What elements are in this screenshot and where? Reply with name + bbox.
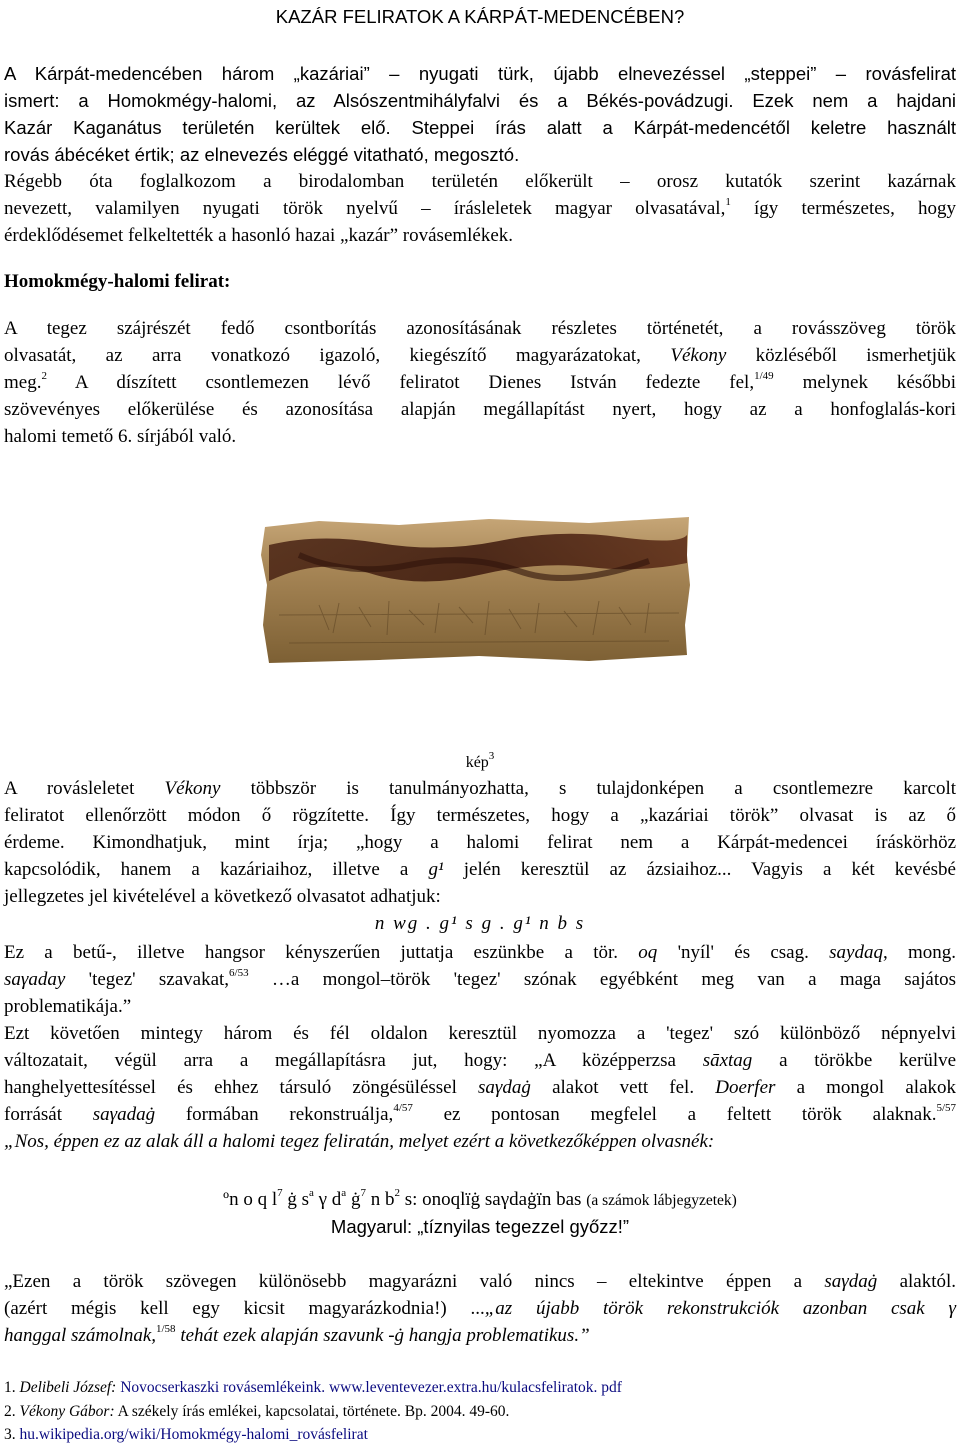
text-line: (azért mégis kell egy kicsit magyarázkodnia!) ...„az újabb török rekonstrukciók azonban csak γ: [4, 1298, 956, 1319]
text-line: halomi temető 6. sírjából való.: [4, 426, 237, 447]
footnote-ref: 2: [41, 369, 47, 382]
footnote-link[interactable]: Novocserkaszki rovásemlékeink. www.leventevezer.extra.hu/kulacsfeliratok. pdf: [120, 1379, 622, 1396]
footnote-1: 1. Delibeli József: Novocserkaszki rovásemlékeink. www.leventevezer.extra.hu/kulacsfeliratok. pdf: [4, 1379, 622, 1396]
text-line: érdeklődésemet felkeltették a hasonló hazai „kazár” rovásemlékek.: [4, 225, 514, 246]
reading-line: n wg . g¹ s g . g¹ n b s: [374, 913, 586, 934]
text-line: meg.$^2$ A díszített csontlemezen lévő feliratot Dienes István fedezte fel,$^{1/49}$ melynek későbbi: [4, 369, 957, 393]
translation-line: Magyarul: „tíznyilas tegezzel győzz!”: [330, 1216, 630, 1237]
text-line: rovás ábécéket értik; az elnevezés eléggé vitatható, megosztó.: [4, 144, 520, 165]
text-line: Kazár Kaganátus területén kerültek elő. Steppei írás alatt a Kárpát-medencétől keletre használt: [4, 117, 956, 138]
text-line: hanghelyettesítéssel és ehhez társuló zöngésüléssel saγdaġ alakot vett fel. Doerfer a mongol alakok: [4, 1077, 957, 1098]
text-line: ismert: a Homokmégy-halomi, az Alsószentmihályfalvi és a Békés-povádzugi. Ezek nem a hajdani: [4, 90, 956, 111]
text-line: kapcsolódik, hanem a kazáriaihoz, illetve a g¹ jelén keresztül az ázsiaihoz... Vagyis a két kevésbé: [4, 859, 956, 880]
footnote-link[interactable]: hu.wikipedia.org/wiki/Homokmégy-halomi_rovásfelirat: [19, 1426, 368, 1443]
page-title: KAZÁR FELIRATOK A KÁRPÁT-MEDENCÉBEN?: [275, 6, 685, 27]
footnote-3: 3. hu.wikipedia.org/wiki/Homokmégy-halomi_rovásfelirat: [4, 1426, 368, 1443]
text-line: forrását saγadaġ formában rekonstruálja,$^{4/57}$ ez pontosan megfelel a feltett török alaknak.$^{5/57}$: [4, 1101, 957, 1125]
text-line: „Ezen a török szövegen különösebb magyarázni való nincs – eltekintve éppen a saγdaġ alaktól.: [4, 1271, 957, 1292]
footnote-ref: 1/49: [754, 369, 774, 382]
text-line: változatait, végül arra a megállapításra jut, hogy: „A középperzsa sāxtag a törökbe kerülve: [4, 1050, 957, 1071]
text-line: hanggal számolnak,$^{1/58}$ tehát ezek alapján szavunk -ġ hangja problematikus.”: [4, 1322, 590, 1346]
bone-plate-photo: [259, 515, 692, 663]
image-caption: kép$^3$: [465, 749, 495, 771]
text-line: jellegzetes jel kivételével a következő olvasatot adhatjuk:: [4, 886, 441, 907]
footnote-ref: 1/58: [156, 1322, 176, 1335]
footnote-ref: 3: [488, 749, 495, 762]
text-line: A tegez szájrészét fedő csontborítás azonosításának részletes történetét, a rovásszöveg török: [4, 318, 956, 339]
text-line: „Nos, éppen ez az alak áll a halomi tegez feliratán, melyet ezért a következőképpen olvasnék:: [4, 1131, 715, 1152]
footnote-ref: 1: [725, 195, 731, 208]
text-line: Ez a betű-, illetve hangsor kényszerűen juttatja eszünkbe a tör. oq 'nyíl' és csag. saydaq, mong.: [4, 942, 957, 963]
text-line: saγaday 'tegez' szavakat,$^{6/53}$ …a mongol–török 'tegez' szónak egyébként meg van a maga sajátos: [4, 966, 956, 990]
text-line: Ezt követően mintegy három és fél oldalon keresztül nyomozza a 'tegez' szó különböző népnyelvi: [4, 1023, 956, 1044]
transliteration-line: ºn o q $l^7$ ġ $s^a$ γ $d^a$ $ġ^7$ n $b^2$ s: onoqlïġ saγdaġïn bas (a számok lábjegyzetek): [223, 1186, 737, 1210]
text-line: nevezett, valamilyen nyugati török nyelvű – írásleletek magyar olvasatával,$^1$ így természetes, hogy: [4, 195, 956, 219]
text-line: problematikája.”: [4, 996, 132, 1017]
section-heading: Homokmégy-halomi felirat:: [4, 271, 231, 292]
text-line: A Kárpát-medencében három „kazáriai” – nyugati türk, újabb elnevezéssel „steppei” – rovásfelirat: [4, 63, 956, 84]
text-line: olvasatát, az arra vonatkozó igazoló, kiegészítő magyarázatokat, Vékony közléséből ismerhetjük: [4, 345, 957, 366]
footnote-2: 2. Vékony Gábor: A székely írás emlékei, kapcsolatai, története. Bp. 2004. 49-60.: [4, 1403, 510, 1420]
footnote-ref: 5/57: [936, 1101, 957, 1114]
footnote-ref: 6/53: [229, 966, 249, 979]
text-line: érdeme. Kimondhatjuk, mint írja; „hogy a halomi felirat nem a Kárpát-medencei íráskörhöz: [4, 832, 956, 853]
text-line: feliratot ellenőrzött módon ő rögzítette. Így természetes, hogy a „kazáriai török” olvasat is az ő: [4, 805, 956, 826]
footnote-ref: 4/57: [393, 1101, 413, 1114]
text-line: Régebb óta foglalkozom a birodalomban területén előkerült – orosz kutatók szerint kazárnak: [4, 171, 956, 192]
text-line: szövevényes előkerülése és azonosítása alapján megállapítást nyert, hogy az a honfoglalás-kori: [4, 399, 956, 420]
text-line: A rovásleletet Vékony többször is tanulmányozhatta, s tulajdonképen a csontlemezre karcolt: [4, 778, 957, 799]
